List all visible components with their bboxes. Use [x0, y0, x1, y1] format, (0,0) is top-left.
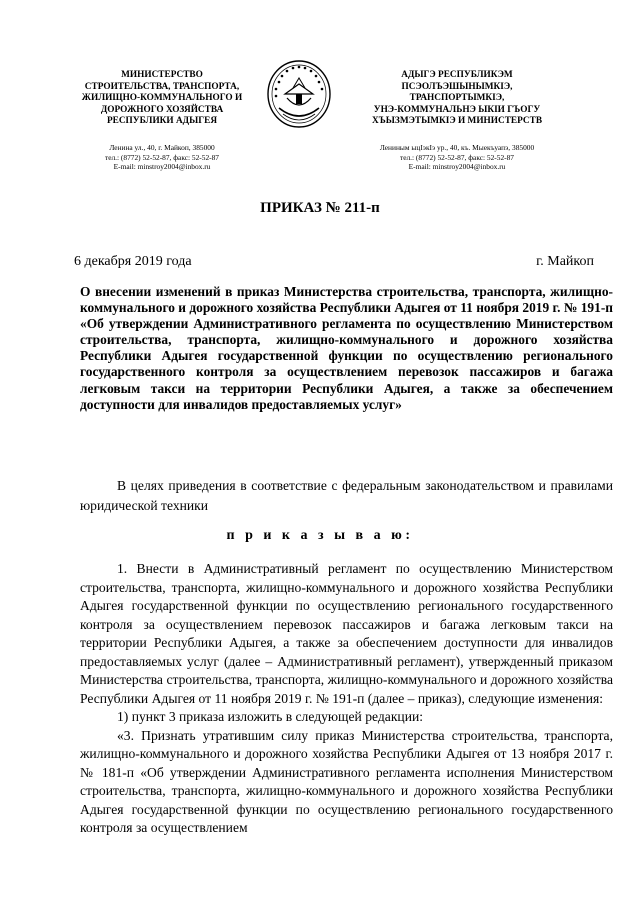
address-block-russian: [62, 143, 262, 172]
ministry-name-line: АДЫГЭ РЕСПУБЛИКЭМ: [401, 70, 513, 80]
paragraph-item-1: 1. Внести в Административный регламент по осуществлению Министерством строительства, транспорта, жилищно-коммунального и дорожного хозяйства Республики Адыгея государственной функции по осуществлению регионального государственного контроля за осуществлением перевозок пассажиров и багажа легковым такси на территории Республики Адыгея, а также за обеспечением доступности для инвалидов предоставляемых услуг (далее – Административный регламент), утвержденный приказом Министерства строительства, транспорта, жилищно-коммунального и дорожного хозяйства Республики Адыгея от 11 ноября 2019 г. № 191-п (далее – приказ), следующие изменения:: [80, 561, 613, 706]
address-block-adyghe: [338, 143, 576, 172]
decree-word: п р и к а з ы в а ю:: [226, 528, 414, 543]
address-line: Лениным ыцIэкIэ ур., 40, къ. Мыекъуапэ, 385000: [379, 143, 535, 152]
phone-fax-line: тел.: (8772) 52-52-87, факс: 52-52-87: [104, 152, 220, 162]
preamble: В целях приведения в соответствие с федеральным законодательством и правилами юридической техники: [80, 478, 613, 513]
address-line: Ленина ул., 40, г. Майкоп, 385000: [109, 143, 215, 152]
paragraph-quote-3: «3. Признать утратившим силу приказ Министерства строительства, транспорта, жилищно-коммунального и дорожного хозяйства Республики Адыгея от 13 ноября 2017 г. № 181-п «Об утверждении Административного регламента исполнения Министерством строительства, транспорта, жилищно-коммунального и дорожного хозяйства Республики Адыгея государственной функции по осуществлению регионального государственного контроля за осуществлением: [80, 727, 613, 835]
ministry-name-line: ПСЭОЛЪЭШЫНЫМКIЭ,: [401, 81, 513, 92]
order-date: 6 декабря 2019 года: [74, 254, 192, 269]
ministry-name-adyghe: [338, 70, 576, 128]
email-line: E-mail: minstroy2004@inbox.ru: [113, 162, 211, 172]
paragraph-subitem-1: 1) пункт 3 приказа изложить в следующей редакции:: [117, 709, 424, 724]
ministry-name-line: МИНИСТЕРСТВО: [121, 70, 203, 80]
phone-fax-line: тел.: (8772) 52-52-87, факс: 52-52-87: [399, 152, 515, 162]
order-subject: О внесении изменений в приказ Министерства строительства, транспорта, жилищно-коммунального и дорожного хозяйства Республики Адыгея от 11 ноября 2019 г. № 191-п «Об утверждении Административного регламента по осуществлению Министерством строительства, транспорта, жилищно-коммунального и дорожного хозяйства Республики Адыгея государственной функции по осуществлению регионального государственного контроля за осуществлением перевозок пассажиров и багажа легковым такси на территории Республики Адыгея, а также за обеспечением доступности для инвалидов предоставляемых услуг»: [80, 284, 613, 412]
ministry-name-line: ЖИЛИЩНО-КОММУНАЛЬНОГО И: [81, 93, 243, 104]
ministry-name-line: ДОРОЖНОГО ХОЗЯЙСТВА: [100, 104, 224, 115]
order-body: [80, 560, 613, 838]
ministry-name-line: ТРАНСПОРТЫМКIЭ,: [409, 93, 505, 104]
coat-of-arms-icon: [265, 58, 333, 130]
letterhead: [0, 58, 640, 188]
ministry-name-line: СТРОИТЕЛЬСТВА, ТРАНСПОРТА,: [84, 81, 240, 92]
ministry-name-line: РЕСПУБЛИКИ АДЫГЕЯ: [106, 116, 218, 127]
ministry-name-line: УНЭ-КОММУНАЛЬНЭ ЫКIИ ГЪОГУ: [373, 104, 541, 115]
order-city: г. Майкоп: [536, 254, 594, 269]
order-title: ПРИКАЗ № 211-п: [260, 200, 380, 216]
ministry-name-line: ХЪЫЗМЭТЫМКIЭ И МИНИСТЕРСТВ: [371, 116, 543, 127]
email-line: E-mail: minstroy2004@inbox.ru: [408, 162, 506, 172]
ministry-name-russian: [62, 70, 262, 128]
